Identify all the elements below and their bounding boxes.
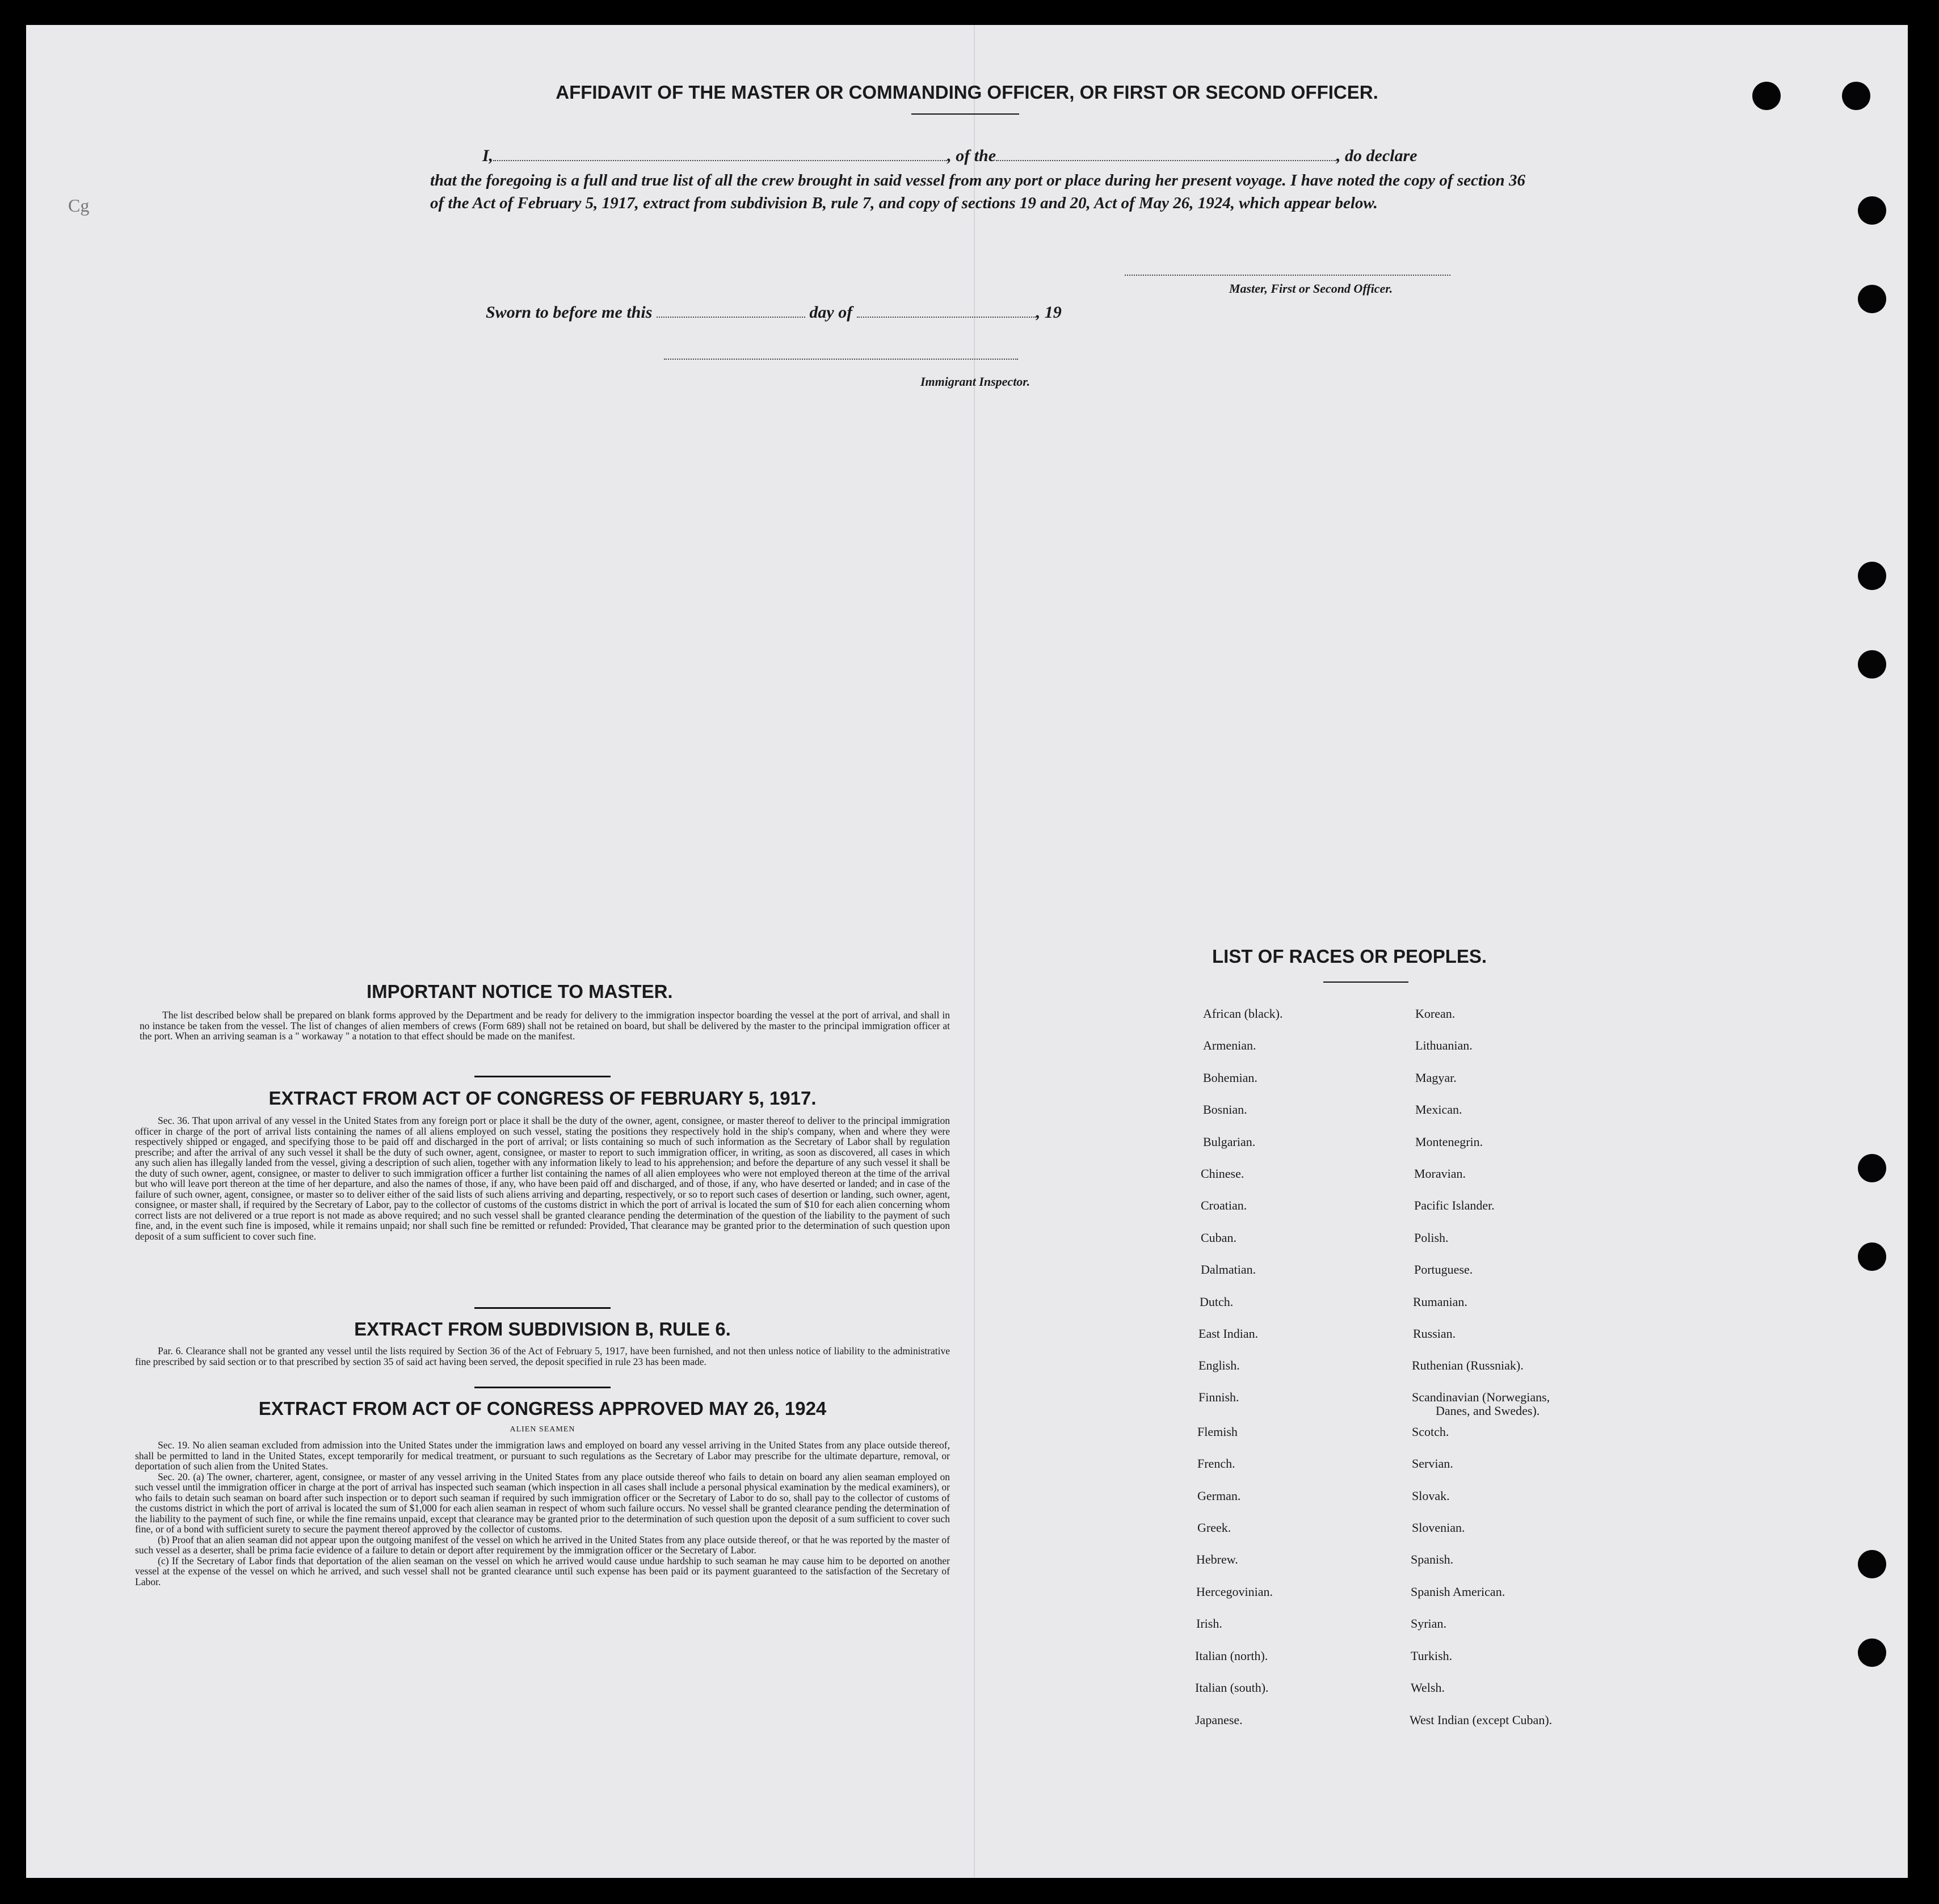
extract-1924-body [135, 1440, 950, 1587]
alien-seamen-subtitle: ALIEN SEAMEN [510, 1425, 575, 1434]
race-right: Russian. [1413, 1326, 1456, 1341]
race-right: Portuguese. [1414, 1262, 1473, 1277]
section-rule [474, 1387, 611, 1388]
affidavit-title: AFFIDAVIT OF THE MASTER OR COMMANDING OFFICER, OR FIRST OR SECOND OFFICER. [556, 82, 1378, 103]
race-left: Bosnian. [1203, 1102, 1247, 1117]
races-title-rule [1323, 982, 1408, 983]
vessel-name-blank [996, 159, 1336, 161]
title-rule [911, 113, 1019, 115]
race-left: Irish. [1196, 1616, 1222, 1631]
sworn-day-blank [657, 316, 805, 318]
race-left: Italian (south). [1195, 1680, 1269, 1695]
extract-1917-body [135, 1115, 950, 1241]
race-right: West Indian (except Cuban). [1410, 1713, 1553, 1727]
race-left: Armenian. [1203, 1038, 1256, 1052]
race-left: German. [1197, 1489, 1241, 1503]
sworn-prefix: Sworn to before me this [486, 303, 653, 322]
inspector-signature-line [664, 359, 1018, 360]
race-right: Ruthenian (Russniak). [1412, 1358, 1524, 1372]
race-left: Greek. [1197, 1520, 1231, 1535]
master-signature-label: Master, First or Second Officer. [1229, 281, 1393, 296]
sec-20a-paragraph: Sec. 20. (a) The owner, charterer, agent, consignee, or master of any vessel arriving in the United States from any place outside thereof who fails to detain on board any alien seaman employed on such vessel until the immigration officer in charge at the port of arrival has inspected such seaman (which inspection in all cases shall include a personal physical examination by the medical examiners), or who fails to detain such seaman on board after such inspection or to deport such seaman if required by such immigration officer or the Secretary of Labor to do so, shall pay to the collector of customs of the customs district in which the port of arrival is located the sum of $1,000 for each alien seaman in respect of whom such failure occurs. No vessel shall be granted clearance pending the determination of the liability to the payment of such fine, or while the fine remains unpaid, except that clearance may be granted prior to the determination of such question upon the deposit of a sum sufficient to cover such fine, or of a bond with sufficient surety to secure the payment thereof approved by the collector of customs. [135, 1471, 950, 1535]
race-left: Flemish [1197, 1425, 1238, 1439]
sec-20c-paragraph: (c) If the Secretary of Labor finds that deportation of the alien seaman on the vessel on which he arrived would cause undue hardship to such seaman he may cause him to be deported on another vessel at the expense of the vessel on which he arrived, and such vessel shall not be granted clearance until such expense has been paid or its payment guaranteed to the satisfaction of the Secretary of Labor. [135, 1555, 950, 1587]
race-right: Mexican. [1415, 1102, 1462, 1117]
binder-hole [1858, 285, 1886, 313]
race-left: Hebrew. [1196, 1552, 1238, 1566]
binder-hole [1858, 1154, 1886, 1182]
declarant-prefix: I, [482, 146, 494, 165]
race-left: Dalmatian. [1201, 1262, 1256, 1277]
binder-hole [1858, 1242, 1886, 1271]
race-right: Danes, and Swedes). [1436, 1404, 1540, 1418]
vessel-prefix: , of the [947, 146, 996, 165]
sec-19-paragraph: Sec. 19. No alien seaman excluded from admission into the United States under the immigration laws and employed on board any vessel arriving in the United States from any place outside thereof, shall be permitted to land in the United States, except temporarily for medical treatment, or pursuant to such regulations as the Secretary of Labor may prescribe for the ultimate departure, removal, or deportation of such alien from the United States. [135, 1439, 950, 1472]
race-right: Moravian. [1414, 1166, 1466, 1181]
affidavit-declaration-line [482, 146, 1521, 166]
race-right: Rumanian. [1413, 1295, 1467, 1309]
notice-paragraph: The list described below shall be prepared on blank forms approved by the Department and be ready for delivery to the immigration inspector boarding the vessel at the port of arrival, and shall in no instance be taken from the vessel. The list of changes of alien members of crews (Form 689) shall not be retained on board, but shall be delivered by the master to the principal immigration officer at the port. When an arriving seaman is a " workaway " a notation to that effect should be made on the manifest. [140, 1009, 950, 1042]
race-right: Syrian. [1411, 1616, 1446, 1631]
binder-hole [1858, 562, 1886, 590]
races-title: LIST OF RACES OR PEOPLES. [1212, 946, 1487, 967]
margin-mark: Cg [68, 195, 90, 216]
sworn-month-blank [857, 316, 1036, 318]
race-left: Croatian. [1201, 1198, 1247, 1212]
subdivision-body [135, 1346, 950, 1367]
sec-20b-paragraph: (b) Proof that an alien seaman did not appear upon the outgoing manifest of the vessel on which he arrived in the United States from any place outside thereof, or that he was reported by the master of such vessel as a deserter, shall be prima facie evidence of a failure to detain or deport after requirement by the immigration officer or the Secretary of Labor. [135, 1534, 950, 1556]
race-right: Turkish. [1411, 1649, 1453, 1663]
race-right: Spanish American. [1411, 1585, 1505, 1599]
race-left: Italian (north). [1195, 1649, 1268, 1663]
race-left: Chinese. [1201, 1166, 1244, 1181]
race-left: African (black). [1203, 1006, 1283, 1021]
race-right: Scotch. [1412, 1425, 1449, 1439]
race-right: Welsh. [1411, 1680, 1445, 1695]
binder-hole [1858, 650, 1886, 679]
race-left: Hercegovinian. [1196, 1585, 1273, 1599]
sec-36-paragraph: Sec. 36. That upon arrival of any vessel in the United States from any foreign port or place it shall be the duty of the owner, agent, consignee, or master thereof to deliver to the principal immigration officer in charge of the port of arrival lists containing the names of all aliens employed on such vessel, stating the positions they respectively hold in the ship's company, when and where they were respectively shipped or engaged, and specifying those to be paid off and discharged in the port of arrival; or lists containing so much of such information as the Secretary of Labor shall by regulation prescribe; and after the arrival of any such vessel it shall be the duty of such owner, agent, consignee, or master to report to such immigration officer, in writing, as soon as discovered, all cases in which any such alien has illegally landed from the vessel, giving a description of such alien, together with any information likely to lead to his apprehension; and before the departure of any such vessel it shall be the duty of such owner, agent, consignee, or master to deliver to such immigration officer a further list containing the names of all alien employees who were not employed thereon at the time of the arrival but who will leave port thereon at the time of her departure, and also the names of those, if any, who have been paid off and discharged, and of those, if any, who have deserted or landed; and in case of the failure of such owner, agent, consignee, or master so to deliver either of the said lists of such aliens arriving and departing, respectively, or so to report such cases of desertion or landing, such owner, agent, consignee, or master shall, if required by the Secretary of Labor, pay to the collector of customs of the customs district in which the port of arrival is located the sum of $10 for each alien concerning whom correct lists are not delivered or a true report is not made as above required; and no such vessel shall be granted clearance pending the determination of the question of the liability to the payment of such fine, and, in the event such fine is imposed, while it remains unpaid; nor shall such fine be remitted or refunded: Provided, That clearance may be granted prior to the determination of such question upon deposit of a sum sufficient to cover such fine. [135, 1115, 950, 1242]
binder-hole [1858, 1638, 1886, 1667]
race-right: Montenegrin. [1415, 1135, 1483, 1149]
race-right: Korean. [1415, 1006, 1456, 1021]
race-left: Dutch. [1200, 1295, 1234, 1309]
race-right: Polish. [1414, 1231, 1449, 1245]
declarant-name-blank [493, 159, 947, 161]
subdivision-title: EXTRACT FROM SUBDIVISION B, RULE 6. [354, 1319, 731, 1339]
race-right: Slovak. [1412, 1489, 1450, 1503]
race-right: Lithuanian. [1415, 1038, 1473, 1052]
race-left: East Indian. [1198, 1326, 1259, 1341]
race-right: Magyar. [1415, 1071, 1457, 1085]
binder-hole [1858, 196, 1886, 225]
extract-1917-title: EXTRACT FROM ACT OF CONGRESS OF FEBRUARY 5, 1917. [268, 1088, 817, 1109]
document-scan [26, 25, 1908, 1878]
extract-1924-title: EXTRACT FROM ACT OF CONGRESS APPROVED MAY 26, 1924 [258, 1398, 827, 1419]
sworn-line [486, 303, 1062, 322]
sworn-year: , 19 [1036, 303, 1062, 322]
race-right: Pacific Islander. [1414, 1198, 1495, 1212]
race-left: Cuban. [1201, 1231, 1236, 1245]
sworn-day-of: day of [809, 303, 853, 322]
section-rule [474, 1307, 611, 1309]
notice-title: IMPORTANT NOTICE TO MASTER. [367, 981, 673, 1002]
notice-body [140, 1010, 950, 1042]
par-6-paragraph: Par. 6. Clearance shall not be granted any vessel until the lists required by Section 36 of the Act of February 5, 1917, have been furnished, and not then unless notice of liability to the administrative fine prescribed by said section or to that prescribed by section 35 of said act having been served, the deposit specified in rule 23 has been made. [135, 1345, 950, 1367]
inspector-label: Immigrant Inspector. [920, 374, 1031, 389]
race-left: English. [1198, 1358, 1240, 1372]
race-right: Spanish. [1411, 1552, 1454, 1566]
race-left: Bulgarian. [1203, 1135, 1256, 1149]
race-right: Slovenian. [1412, 1520, 1465, 1535]
binder-hole [1858, 1550, 1886, 1578]
section-rule [474, 1076, 611, 1077]
race-right: Servian. [1412, 1456, 1453, 1471]
race-left: French. [1197, 1456, 1235, 1471]
declare-suffix: , do declare [1336, 146, 1418, 165]
race-right: Scandinavian (Norwegians, [1412, 1390, 1550, 1404]
master-signature-line [1125, 275, 1450, 276]
race-left: Japanese. [1195, 1713, 1243, 1727]
race-left: Finnish. [1198, 1390, 1239, 1404]
race-left: Bohemian. [1203, 1071, 1257, 1085]
affidavit-body: that the foregoing is a full and true list of all the crew brought in said vessel from any port or place during her present voyage. I have noted the copy of section 36 of the Act of February 5, 1917, extract from subdivision B, rule 7, and copy of sections 19 and 20, Act of May 26, 1924, which appear below. [430, 171, 1525, 212]
